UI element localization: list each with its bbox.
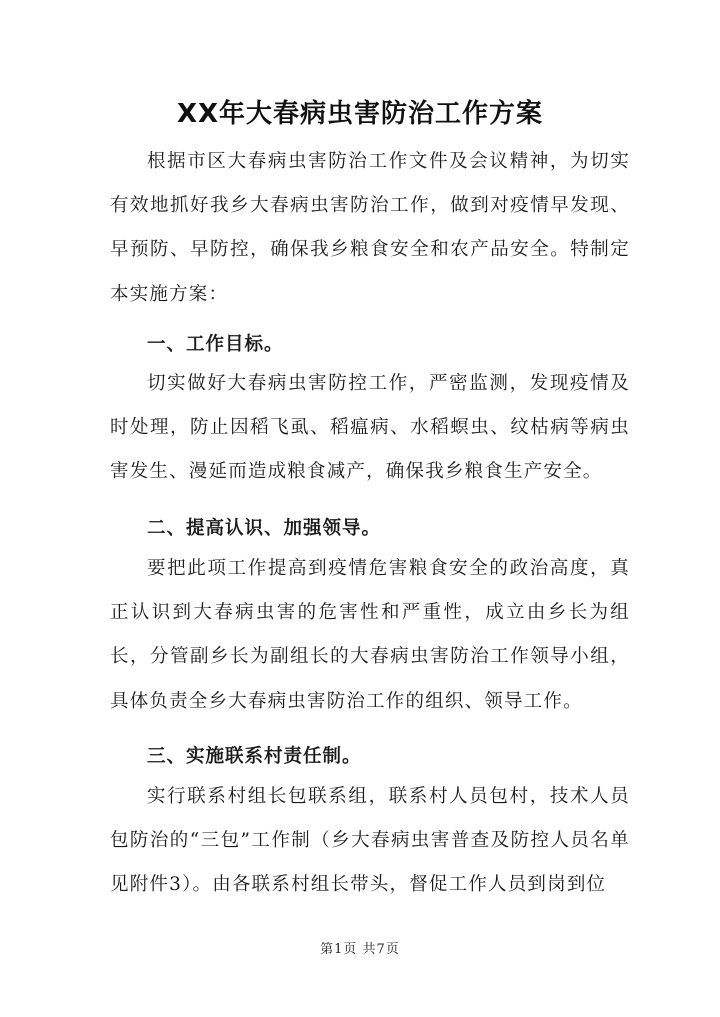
section-1-paragraph: 切实做好大春病虫害防控工作，严密监测，发现疫情及时处理，防止因稻飞虱、稻瘟病、水稻螟虫、纹枯病等病虫害发生、漫延而造成粮食减产，确保我乡粮食生产安全。 — [110, 373, 630, 483]
intro-paragraph: 根据市区大春病虫害防治工作文件及会议精神，为切实有效地抓好我乡大春病虫害防治工作，做到对疫情早发现、早预防、早防控，确保我乡粮食安全和农产品安全。特制定本实施方案： — [110, 151, 630, 305]
section-3-paragraph: 实行联系村组长包联系组，联系村人员包村，技术人员包防治的“三包”工作制（乡大春病虫害普查及防控人员名单见附件3）。由各联系村组长带头，督促工作人员到岗到位 — [110, 786, 630, 896]
document-title: XX年大春病虫害防治工作方案 — [176, 99, 544, 129]
section-3-heading: 三、实施联系村责任制。 — [147, 746, 362, 767]
section-1-heading: 一、工作目标。 — [147, 334, 284, 355]
page-number-footer: 第1页 共7页 — [320, 942, 400, 957]
section-2-paragraph: 要把此项工作提高到疫情危害粮食安全的政治高度，真正认识到大春病虫害的危害性和严重性，成立由乡长为组长，分管副乡长为副组长的大春病虫害防治工作领导小组，具体负责全乡大春病虫害防治工作的组织、领导工作。 — [110, 558, 630, 712]
section-2-heading: 二、提高认识、加强领导。 — [147, 518, 382, 539]
